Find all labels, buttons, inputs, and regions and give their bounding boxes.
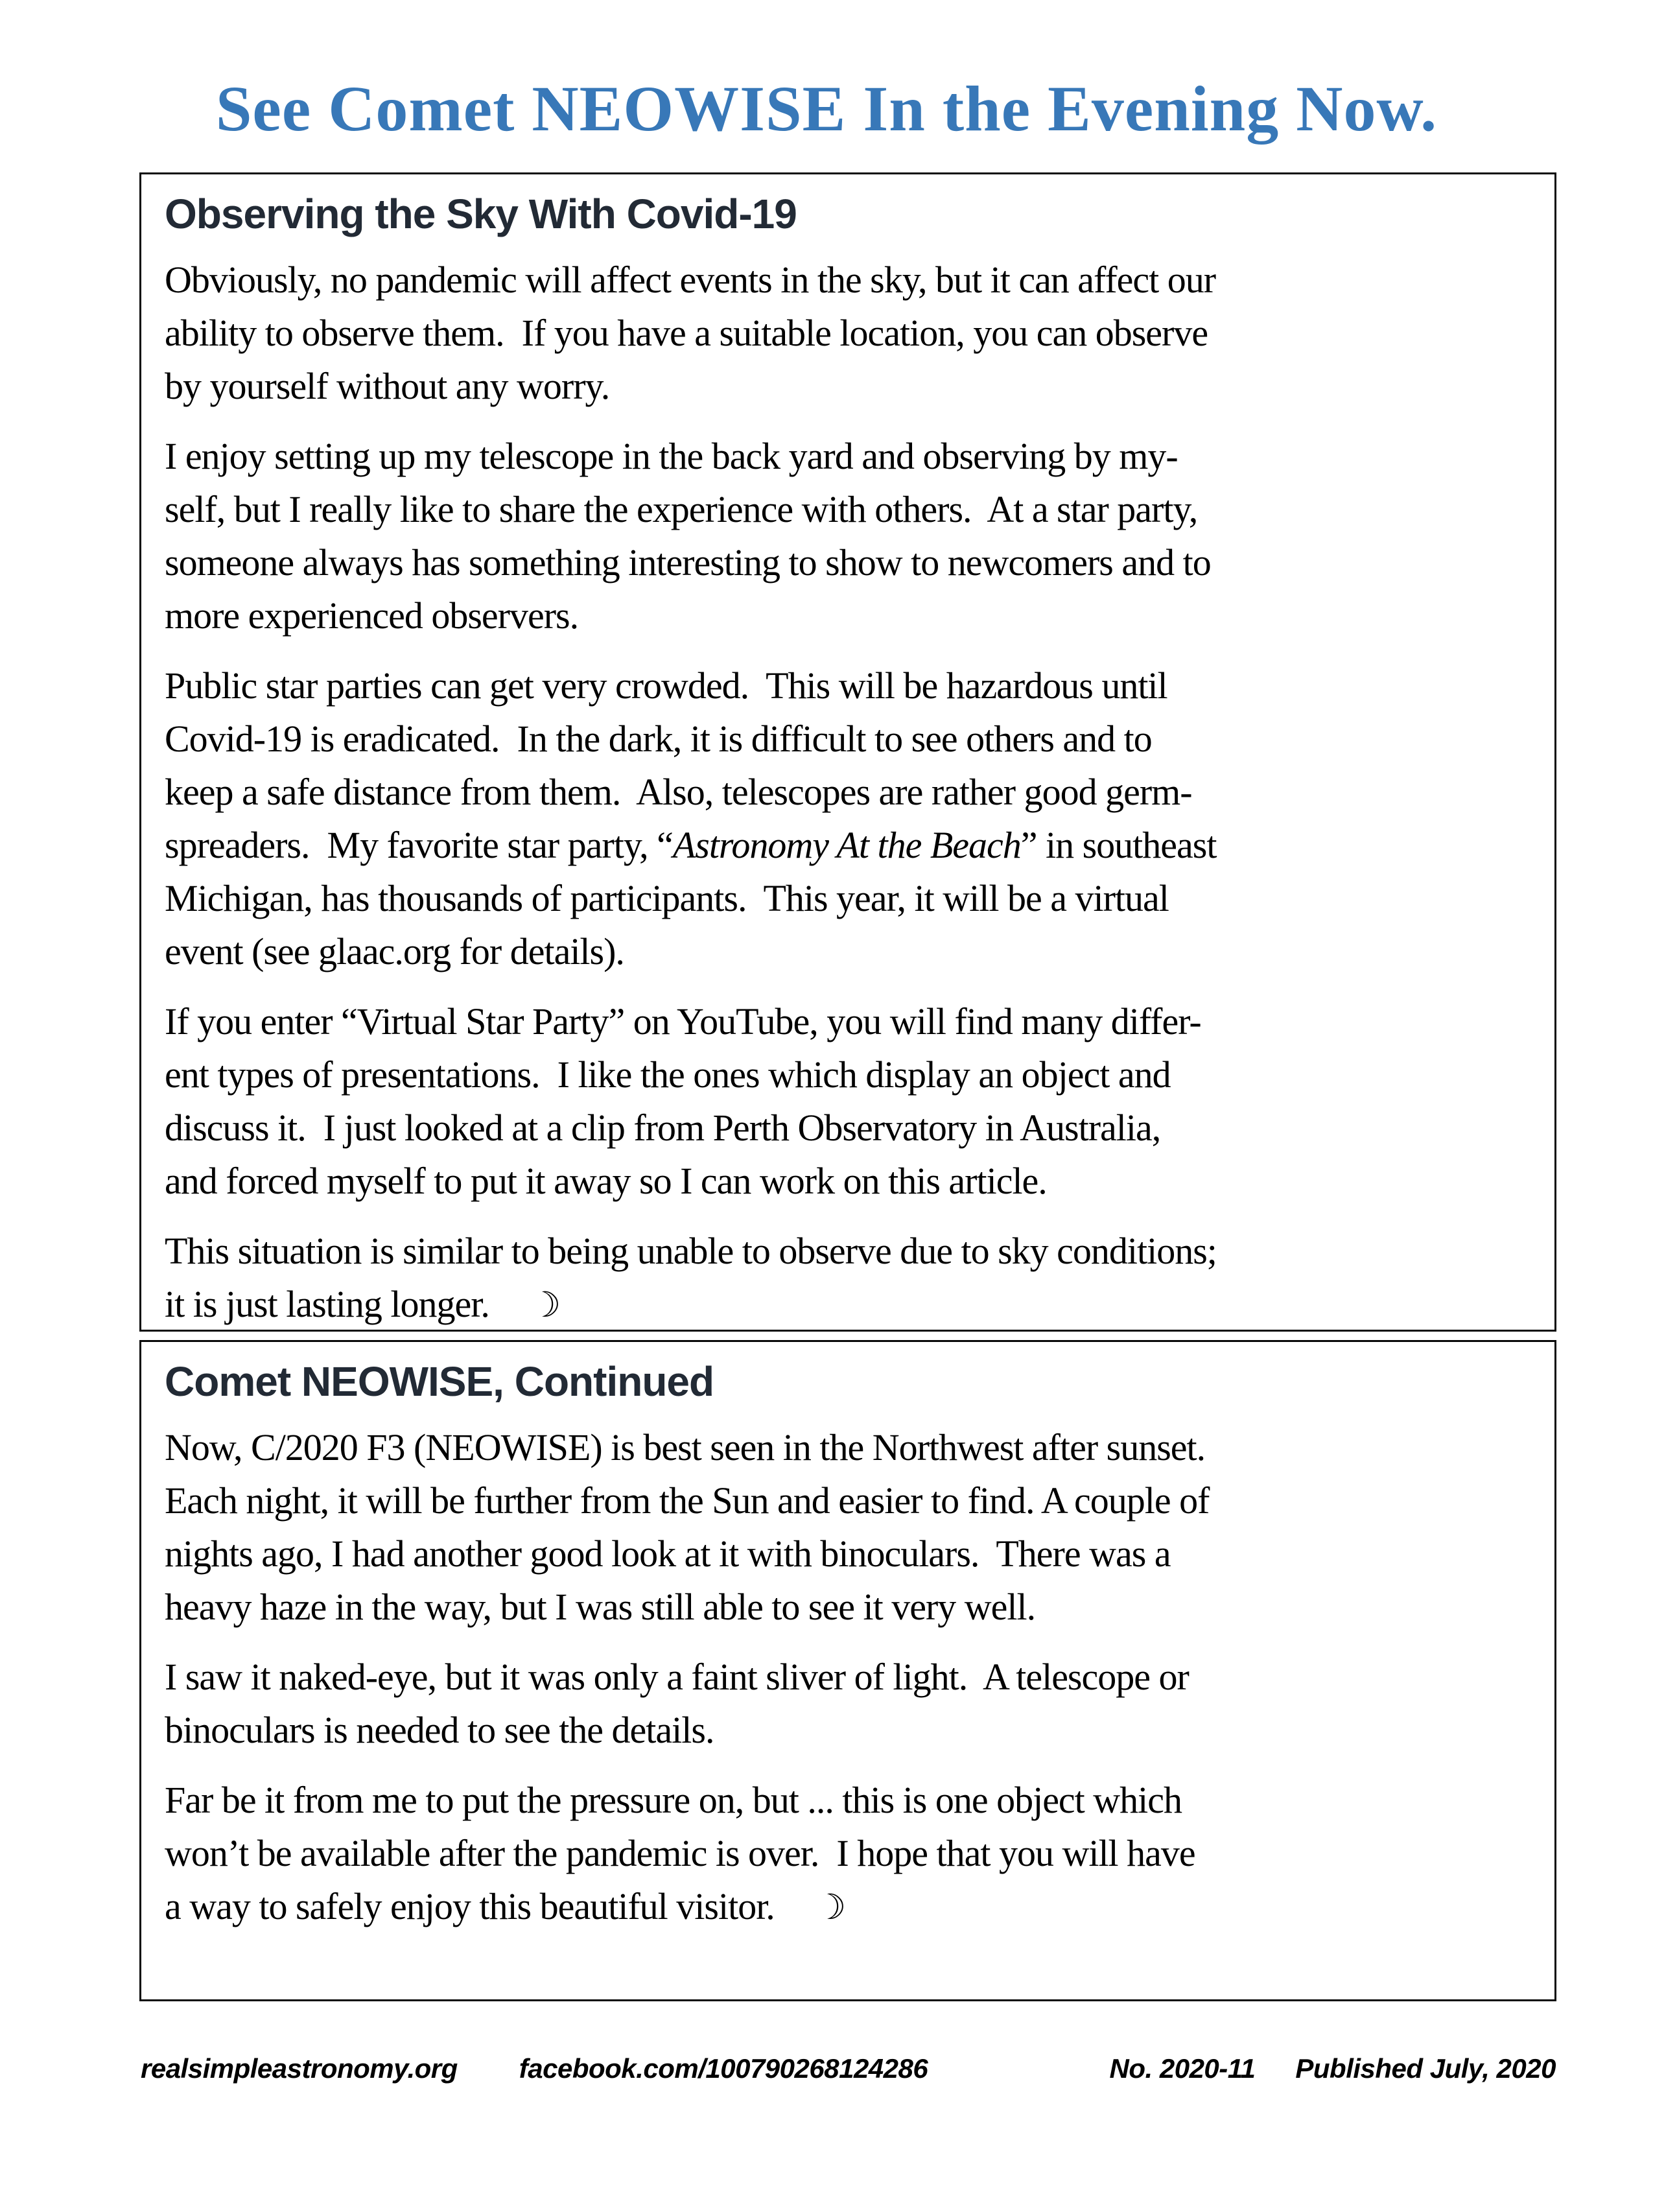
text-segment: ability to observe them. If you have a suitable location, you can observe <box>165 311 1208 354</box>
text-segment: Now, C/2020 F3 (NEOWISE) is best seen in the Northwest after sunset. <box>165 1426 1206 1468</box>
text-segment: someone always has something interesting to show to newcomers and to <box>165 541 1211 583</box>
text-line <box>165 536 1536 589</box>
text-segment: Obviously, no pandemic will affect events in the sky, but it can affect our <box>165 258 1216 301</box>
text-line <box>165 659 1536 712</box>
text-line <box>165 1527 1536 1581</box>
section-observing-the-sky <box>139 172 1556 1332</box>
text-segment: If you enter “Virtual Star Party” on YouTube, you will find many differ- <box>165 1000 1201 1042</box>
text-segment: nights ago, I had another good look at it with binoculars. There was a <box>165 1532 1171 1575</box>
paragraph <box>165 995 1536 1208</box>
text-segment: won’t be available after the pandemic is over. I hope that you will have <box>165 1831 1195 1874</box>
paragraph <box>165 1774 1536 1934</box>
footer-website: realsimpleastronomy.org <box>141 2053 458 2084</box>
paragraph <box>165 1225 1536 1332</box>
text-segment: spreaders. My favorite star party, “ <box>165 823 673 866</box>
text-line <box>165 872 1536 925</box>
text-segment: discuss it. I just looked at a clip from Perth Observatory in Australia, <box>165 1106 1161 1149</box>
text-segment: and forced myself to put it away so I can work on this article. <box>165 1159 1047 1202</box>
paragraph <box>165 430 1536 642</box>
section-comet-neowise-continued <box>139 1340 1556 2001</box>
paragraph <box>165 253 1536 413</box>
text-segment: binoculars is needed to see the details. <box>165 1708 714 1751</box>
paragraph <box>165 1651 1536 1757</box>
text-line <box>165 589 1536 642</box>
text-line <box>165 712 1536 766</box>
text-segment: keep a safe distance from them. Also, telescopes are rather good germ- <box>165 770 1192 813</box>
section-heading-comet-neowise: Comet NEOWISE, Continued <box>165 1358 714 1405</box>
text-line <box>165 1581 1536 1634</box>
text-line <box>165 1101 1536 1155</box>
crescent-moon-symbol: ☽ <box>529 1284 561 1325</box>
page-footer <box>141 2053 1556 2084</box>
text-line <box>165 1880 1536 1934</box>
text-segment: ” in southeast <box>1020 823 1217 866</box>
crescent-moon-symbol: ☽ <box>814 1886 846 1927</box>
text-line <box>165 1704 1536 1757</box>
text-segment: This situation is similar to being unable to observe due to sky conditions; <box>165 1229 1217 1272</box>
text-segment: heavy haze in the way, but I was still able to see it very well. <box>165 1585 1036 1628</box>
footer-issue-number: No. 2020-11 <box>1109 2053 1256 2084</box>
text-line <box>165 483 1536 536</box>
footer-published: Published July, 2020 <box>1295 2053 1556 2084</box>
text-line <box>165 819 1536 872</box>
text-line <box>165 925 1536 978</box>
text-line <box>165 1421 1536 1474</box>
text-line <box>165 1774 1536 1827</box>
text-line <box>165 430 1536 483</box>
paragraph <box>165 659 1536 978</box>
page-title: See Comet NEOWISE In the Evening Now. <box>215 73 1438 145</box>
text-line <box>165 766 1536 819</box>
paragraph <box>165 1421 1536 1634</box>
text-segment: it is just lasting longer. <box>165 1282 489 1325</box>
text-segment: more experienced observers. <box>165 594 579 637</box>
text-segment: ent types of presentations. I like the ones which display an object and <box>165 1053 1171 1096</box>
text-segment: Covid-19 is eradicated. In the dark, it is difficult to see others and to <box>165 717 1152 760</box>
text-line <box>165 1278 1536 1332</box>
text-segment: event (see glaac.org for details). <box>165 930 624 972</box>
text-segment: Each night, it will be further from the Sun and easier to find. A couple of <box>165 1479 1210 1522</box>
newsletter-page <box>0 73 1653 2084</box>
text-line <box>165 1474 1536 1527</box>
text-segment: a way to safely enjoy this beautiful visitor. <box>165 1885 775 1927</box>
text-segment: Far be it from me to put the pressure on, but ... this is one object which <box>165 1778 1182 1821</box>
text-segment: I saw it naked-eye, but it was only a faint sliver of light. A telescope or <box>165 1655 1189 1698</box>
text-line <box>165 1155 1536 1208</box>
text-line <box>165 995 1536 1048</box>
footer-facebook: facebook.com/100790268124286 <box>519 2053 928 2084</box>
text-line <box>165 307 1536 360</box>
text-line <box>165 360 1536 413</box>
text-line <box>165 1048 1536 1101</box>
text-line <box>165 1225 1536 1278</box>
text-segment: I enjoy setting up my telescope in the back yard and observing by my- <box>165 434 1178 477</box>
section-heading-observing: Observing the Sky With Covid-19 <box>165 191 797 237</box>
text-segment: Astronomy At the Beach <box>672 823 1021 866</box>
text-segment: self, but I really like to share the experience with others. At a star party, <box>165 488 1198 530</box>
text-line <box>165 253 1536 307</box>
text-line <box>165 1651 1536 1704</box>
text-segment: Public star parties can get very crowded. This will be hazardous until <box>165 664 1167 707</box>
text-line <box>165 1827 1536 1880</box>
text-segment: by yourself without any worry. <box>165 364 610 407</box>
text-segment: Michigan, has thousands of participants. This year, it will be a virtual <box>165 877 1169 919</box>
